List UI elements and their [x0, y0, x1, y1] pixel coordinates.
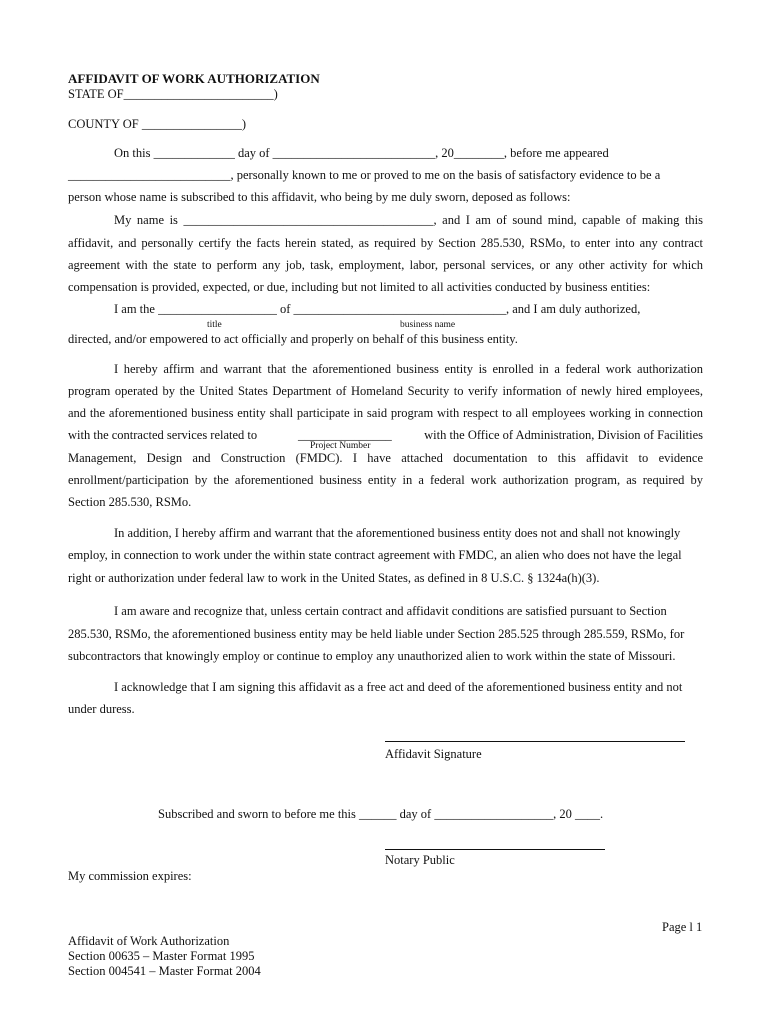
signature-line[interactable] [385, 741, 685, 742]
para2-line-6: enrollment/participation by the aforementioned business entity in a federal work authorization program, as required by [68, 473, 703, 487]
project-number-blank: _______________ [298, 428, 392, 442]
footer-line-3: Section 004541 – Master Format 2004 [68, 964, 261, 978]
para4-line-2: 285.530, RSMo, the aforementioned business entity may be held liable under Section 285.525 through 285.559, RSMo, for [68, 627, 685, 641]
sworn-statement: Subscribed and sworn to before me this ______ day of ___________________, 20 ____. [158, 807, 604, 821]
para1-line-1: My name is ________________________________________, and I am of sound mind, capable of making this [114, 213, 703, 227]
para2-line-4-right: with the Office of Administration, Division of Facilities [424, 428, 703, 442]
para2-line-3: and the aforementioned business entity shall participate in said program with respect to all employees working in connection [68, 406, 703, 420]
para3-line-2: employ, in connection to work under the within state contract agreement with FMDC, an alien who does not have the legal [68, 548, 682, 562]
intro-line-3: person whose name is subscribed to this affidavit, who being by me duly sworn, deposed as follows: [68, 190, 571, 204]
para2-line-4-left: with the contracted services related to [68, 428, 258, 442]
page-number: Page l 1 [662, 920, 703, 934]
title-caption: title [207, 320, 222, 330]
document-title: AFFIDAVIT OF WORK AUTHORIZATION [68, 71, 320, 86]
para4-line-1: I am aware and recognize that, unless certain contract and affidavit conditions are satisfied pursuant to Section [114, 604, 667, 618]
intro-line-1: On this _____________ day of __________________________, 20________, before me appeared [114, 146, 609, 160]
para2-line-2: program operated by the United States Department of Homeland Security to verify information of newly hired employees, [68, 384, 703, 398]
para1-line-2: affidavit, and personally certify the facts herein stated, as required by Section 285.530, RSMo, to enter into any contract [68, 236, 703, 250]
notary-label: Notary Public [385, 853, 455, 867]
footer-line-1: Affidavit of Work Authorization [68, 934, 230, 948]
state-line: STATE OF________________________) [68, 87, 278, 101]
para2-line-5: Management, Design and Construction (FMDC). I have attached documentation to this affidavit to evidence [68, 451, 703, 465]
county-line: COUNTY OF ________________) [68, 117, 247, 131]
para1-line-3: agreement with the state to perform any job, task, employment, labor, personal services, or any other activity for which [68, 258, 703, 272]
project-number-caption: Project Number [310, 441, 371, 451]
para1-line-4: compensation is provided, expected, or due, including but not limited to all activities conducted by business entities: [68, 280, 651, 294]
para4-line-3: subcontractors that knowingly employ or continue to employ any unauthorized alien to work within the state of Missouri. [68, 649, 676, 663]
business-name-caption: business name [400, 320, 456, 330]
commission-expires: My commission expires: [68, 869, 192, 883]
para5-line-1: I acknowledge that I am signing this affidavit as a free act and deed of the aforementioned business entity and not [114, 680, 683, 694]
para1-line-6: directed, and/or empowered to act officially and properly on behalf of this business entity. [68, 332, 518, 346]
notary-signature-line[interactable] [385, 849, 605, 850]
para5-line-2: under duress. [68, 702, 135, 716]
para2-line-1: I hereby affirm and warrant that the aforementioned business entity is enrolled in a federal work authorization [114, 362, 703, 376]
footer-line-2: Section 00635 – Master Format 1995 [68, 949, 255, 963]
intro-line-2: __________________________, personally known to me or proved to me on the basis of satisfactory evidence to be a [68, 168, 661, 182]
para3-line-1: In addition, I hereby affirm and warrant that the aforementioned business entity does not and shall not knowingly [114, 526, 681, 540]
para2-line-7: Section 285.530, RSMo. [68, 495, 192, 509]
para3-line-3: right or authorization under federal law to work in the United States, as defined in 8 U.S.C. § 1324a(h)(3). [68, 571, 600, 585]
signature-label: Affidavit Signature [385, 747, 482, 761]
para1-line-5: I am the ___________________ of __________________________________, and I am duly authorized, [114, 302, 641, 316]
